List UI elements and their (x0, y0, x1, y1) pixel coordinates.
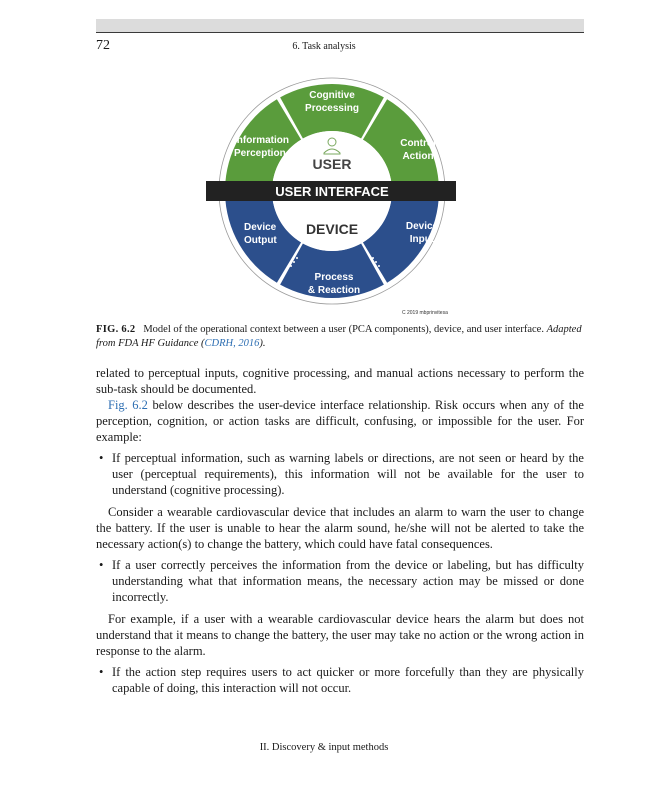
caption-close: ). (259, 338, 266, 349)
bullet-list (96, 664, 584, 696)
caption-label: FIG. 6.2 (96, 324, 136, 335)
information-label-1: Information (234, 135, 289, 146)
figure-reference-link[interactable]: Fig. 6.2 (108, 398, 148, 412)
banner-label: USER INTERFACE (275, 184, 389, 199)
bullet-item: • If perceptual information, such as warning labels or directions, are not seen or heard by the user (perceptual requirements), this information will not be available for the user to understand (cognitive processing). (96, 450, 584, 498)
paragraph: related to perceptual inputs, cognitive processing, and manual actions necessary to perform the sub-task should be documented. (96, 366, 584, 396)
copyright-label: C 2019 mbprinvitesa (402, 310, 448, 316)
page-number: 72 (96, 38, 110, 53)
caption-citation-link[interactable]: CDRH, 2016 (204, 338, 260, 349)
bullet-list (96, 450, 584, 498)
page-footer: II. Discovery & input methods (259, 742, 389, 753)
center-user-label: USER (312, 156, 352, 172)
header-rule (96, 32, 584, 33)
header-band (96, 19, 584, 32)
information-label-2: Perception (234, 148, 286, 159)
center-device-label: DEVICE (305, 221, 359, 237)
bullet-item: • If the action step requires users to act quicker or more forcefully than they are physically capable of doing, this interaction will not occur. (96, 664, 584, 696)
device-input-label-1: Device (405, 221, 439, 232)
device-input-label-2: Input (409, 234, 435, 245)
running-head: 6. Task analysis (292, 41, 356, 52)
process-label-2: & Reaction (307, 285, 361, 296)
device-output-label-1: Device (244, 222, 277, 233)
bullet-list (96, 557, 584, 605)
pca-model-figure (206, 76, 456, 316)
caption-text: Model of the operational context between a user (PCA components), device, and user interface. (143, 324, 544, 335)
figure-caption (96, 323, 584, 351)
paragraph: Consider a wearable cardiovascular device that includes an alarm to warn the user to change the battery. If the user is unable to hear the alarm sound, he/she will not be alerted to take the necessary action(s) to change the battery, which could have fatal consequences. (96, 505, 584, 551)
device-output-label-2: Output (244, 235, 277, 246)
paragraph: For example, if a user with a wearable cardiovascular device hears the alarm but does not understand that it means to change the battery, the user may take no action or the wrong action in response to the alarm. (96, 612, 584, 658)
cognitive-label-2: Processing (305, 103, 359, 114)
process-label-1: Process (314, 272, 354, 283)
control-label-2: Action (402, 151, 434, 162)
caption-adapted: Adapted from FDA HF Guidance ( (96, 324, 582, 349)
control-label-1: Control (400, 138, 436, 149)
paragraph-text: below describes the user-device interface relationship. Risk occurs when any of the perception, cognition, or action tasks are difficult, confusing, or impossible for the user. For example: (96, 398, 584, 444)
cognitive-label-1: Cognitive (309, 90, 355, 101)
body-text (96, 365, 584, 702)
paragraph (96, 397, 584, 445)
bullet-item: • If a user correctly perceives the information from the device or labeling, but has difficulty understanding what that information means, the necessary action may be missed or done incorrectly. (96, 557, 584, 605)
